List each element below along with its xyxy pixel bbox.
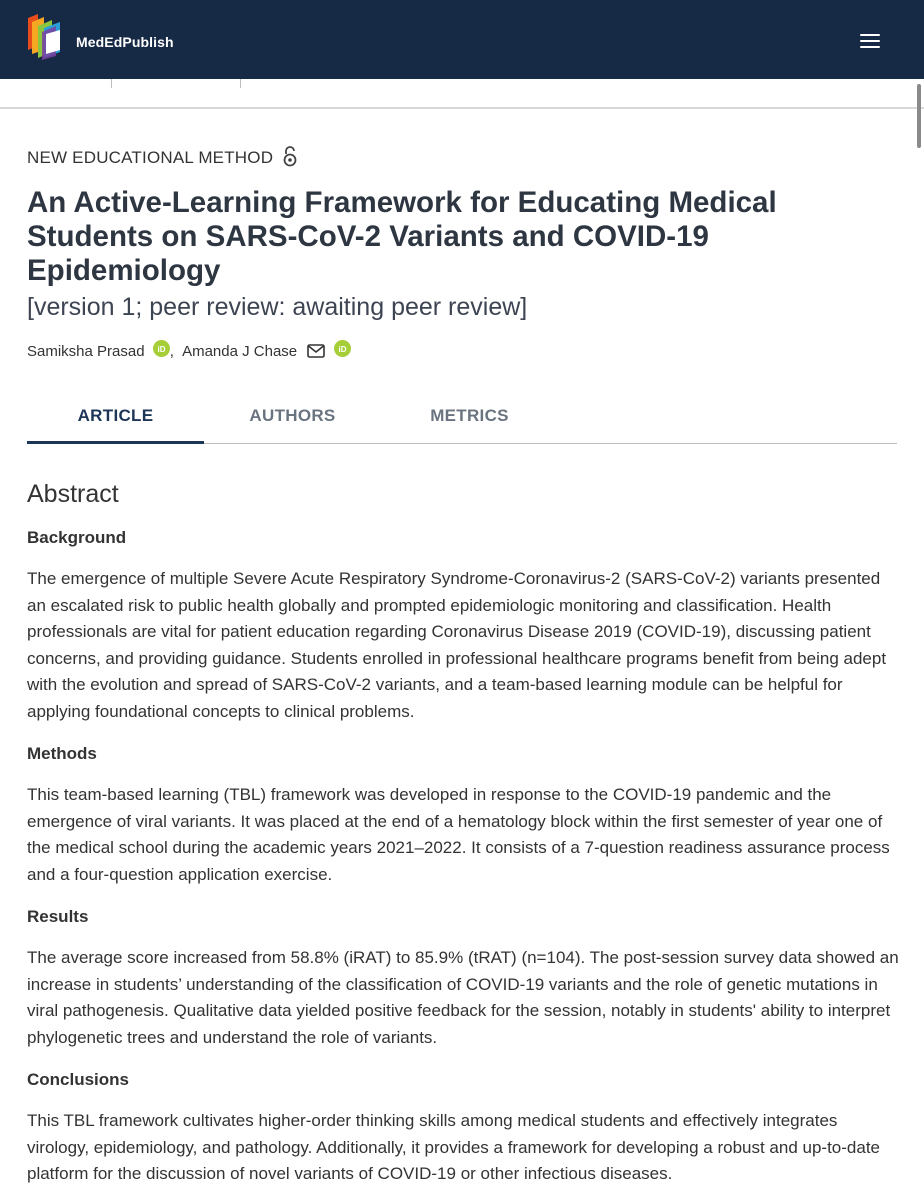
tab-authors[interactable]: AUTHORS: [249, 406, 336, 425]
article-type-text: NEW EDUCATIONAL METHOD: [27, 148, 274, 167]
abstract-section-background: [27, 528, 902, 548]
scrollbar-thumb[interactable]: [917, 84, 921, 148]
top-navigation-bar: [0, 0, 924, 79]
toolbar-divider: [111, 79, 112, 88]
article-type-label: [27, 145, 297, 168]
abstract-heading: Abstract: [27, 480, 119, 508]
author-separator: ,: [169, 343, 174, 360]
hamburger-menu-icon: [860, 34, 880, 37]
article-version: [version 1; peer review: awaiting peer review]: [27, 293, 528, 321]
abstract-section-background-text: [27, 566, 902, 726]
abstract-section-results-text: [27, 945, 902, 1051]
article-tabs: [27, 390, 897, 444]
section-text: The average score increased from 58.8% (iRAT) to 85.9% (tRAT) (n=104). The post-session survey data showed an increase in students’ understanding of the classification of COVID-19 variants and the role of genetic mutations in viral pathogenesis. Qualitative data yielded positive feedback for the session, notably in students' ability to interpret phylogenetic trees and understand the role of variants.: [27, 948, 899, 1047]
site-logo[interactable]: [26, 12, 174, 62]
abstract-section-conclusions: [27, 1070, 902, 1090]
section-heading: Results: [27, 907, 89, 926]
section-heading: Conclusions: [27, 1070, 130, 1089]
logo-text: MedEdPublish: [76, 34, 174, 50]
section-text: This TBL framework cultivates higher-order thinking skills among medical students and effectively integrates virology, epidemiology, and pathology. Additionally, it provides a framework for developing a robust and up-to-date platform for the discussion of novel variants of COVID-19 or other infectious diseases.: [27, 1111, 881, 1184]
tab-metrics[interactable]: METRICS: [430, 406, 509, 425]
open-access-icon: [283, 145, 297, 167]
svg-text:iD: iD: [338, 345, 346, 354]
section-text: The emergence of multiple Severe Acute Respiratory Syndrome-Coronavirus-2 (SARS-CoV-2) variants presented an escalated risk to public health globally and prompted epidemiologic monitoring and classification. Health professionals are vital for patient education regarding Coronavirus Disease 2019 (COVID-19), discussing patient concerns, and providing guidance. Students enrolled in professional healthcare programs benefit from being adept with the evolution and spread of SARS-CoV-2 variants, and a team-based learning module can be helpful for applying foundational concepts to clinical problems.: [27, 569, 887, 721]
tab-article[interactable]: ARTICLE: [27, 390, 204, 444]
mail-icon[interactable]: [307, 344, 325, 358]
article-title: An Active-Learning Framework for Educating Medical Students on SARS-CoV-2 Variants and COVID-19 Epidemiology: [27, 186, 777, 287]
orcid-icon[interactable]: [153, 340, 170, 357]
author-name[interactable]: Samiksha Prasad: [27, 343, 145, 360]
section-text: This team-based learning (TBL) framework was developed in response to the COVID-19 pandemic and the emergence of viral variants. It was placed at the end of a hematology block within the first semester of year one of the medical school during the academic years 2021–2022. It consists of a 7-question readiness assurance process and a four-question application exercise.: [27, 785, 890, 884]
orcid-icon[interactable]: [334, 340, 351, 357]
mededpublish-logo-icon: [26, 12, 74, 62]
section-heading: Background: [27, 528, 127, 547]
hamburger-menu-button[interactable]: [858, 30, 884, 52]
secondary-toolbar: [0, 79, 924, 109]
author-list: [27, 340, 351, 360]
author-name[interactable]: Amanda J Chase: [182, 343, 298, 360]
toolbar-divider: [240, 79, 241, 88]
abstract-section-methods: [27, 744, 902, 764]
abstract-section-conclusions-text: [27, 1108, 902, 1188]
abstract-section-methods-text: [27, 782, 902, 888]
abstract-section-results: [27, 907, 902, 927]
section-heading: Methods: [27, 744, 97, 763]
svg-text:iD: iD: [157, 345, 166, 354]
